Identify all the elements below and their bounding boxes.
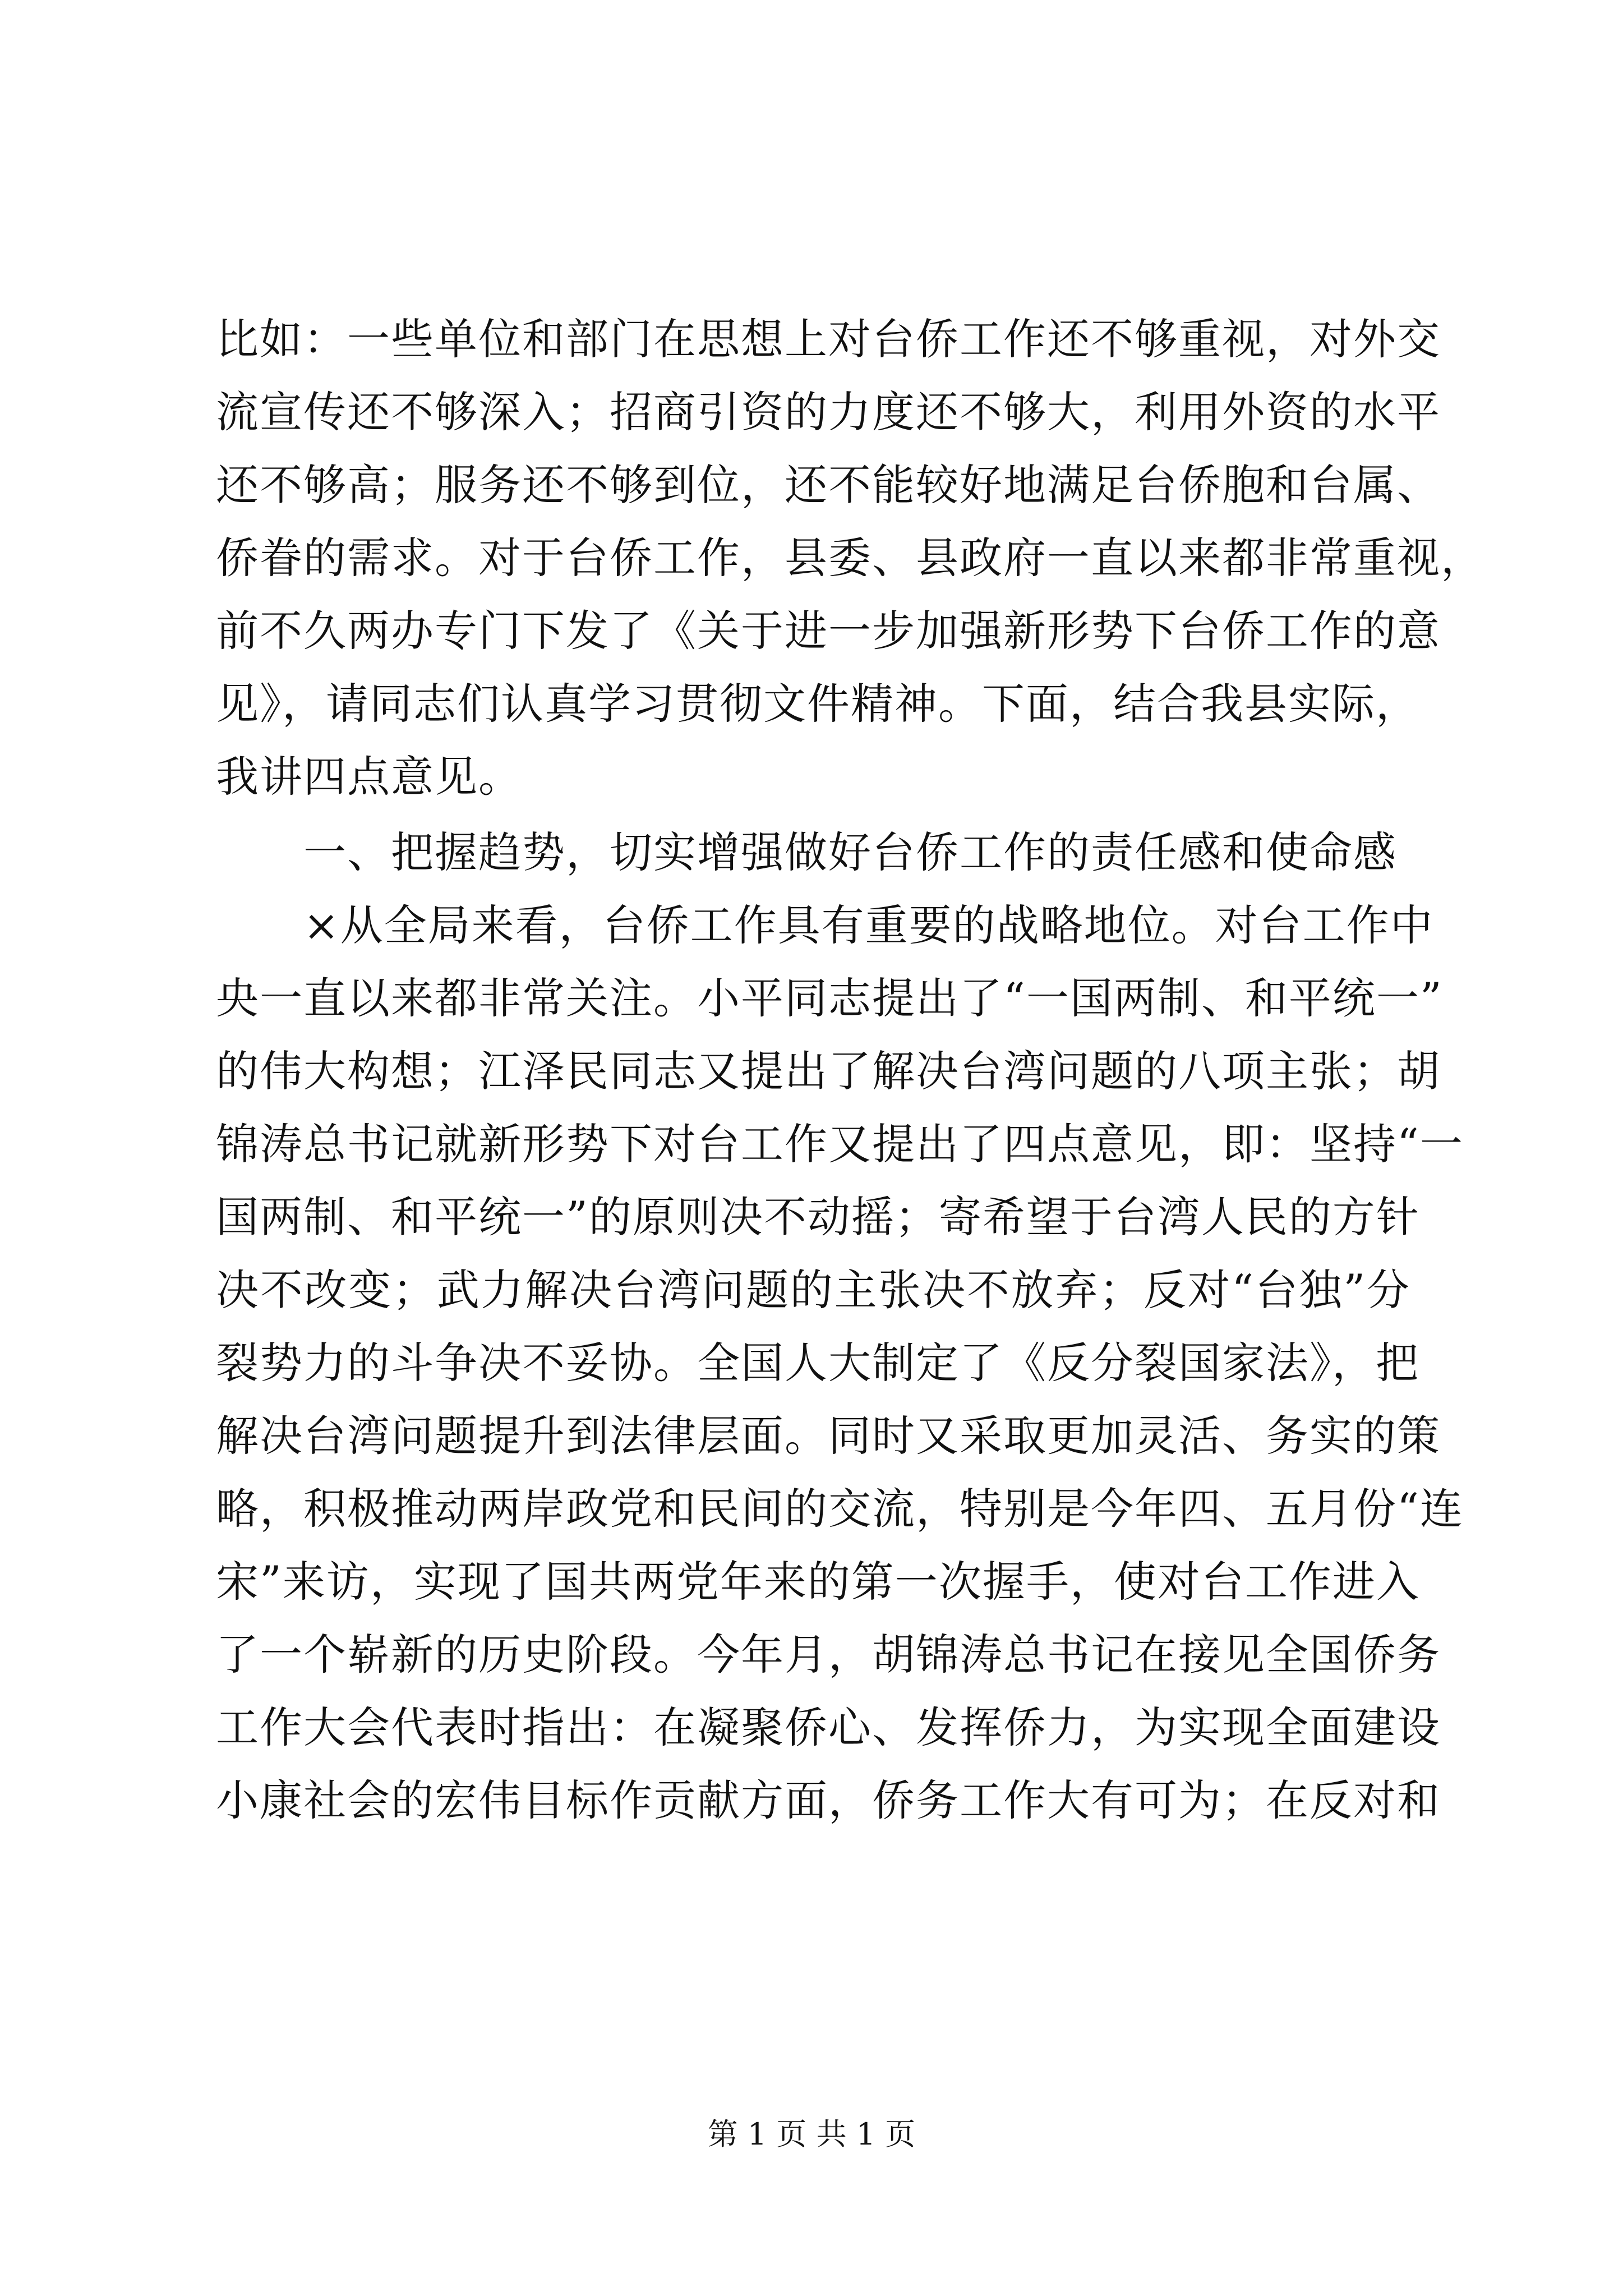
- text-line: 了一个崭新的历史阶段。今年月，胡锦涛总书记在接见全国侨务: [216, 1630, 1441, 1680]
- text-line: 还不够高；服务还不够到位，还不能较好地满足台侨胞和台属、: [216, 460, 1441, 510]
- text-line: 工作大会代表时指出：在凝聚侨心、发挥侨力，为实现全面建设: [216, 1703, 1441, 1752]
- page-footer: 第 1 页 共 1 页: [707, 2116, 916, 2152]
- text-line: 小康社会的宏伟目标作贡献方面，侨务工作大有可为；在反对和: [216, 1775, 1441, 1825]
- text-line: 的伟大构想；江泽民同志又提出了解决台湾问题的八项主张；胡: [216, 1046, 1441, 1096]
- text-line: ×从全局来看，台侨工作具有重要的战略地位。对台工作中: [216, 900, 1434, 950]
- text-line: 宋”来访，实现了国共两党年来的第一次握手，使对台工作进入: [216, 1557, 1420, 1607]
- text-line: 解决台湾问题提升到法律层面。同时又采取更加灵活、务实的策: [216, 1411, 1441, 1461]
- text-line: 央一直以来都非常关注。小平同志提出了“一国两制、和平统一”: [216, 973, 1443, 1023]
- text-line: 决不改变；武力解决台湾问题的主张决不放弃；反对“台独”分: [216, 1265, 1410, 1315]
- text-line: 比如：一些单位和部门在思想上对台侨工作还不够重视，对外交: [216, 314, 1441, 364]
- text-line: 流宣传还不够深入；招商引资的力度还不够大，利用外资的水平: [216, 387, 1441, 437]
- section-heading: 一、把握趋势，切实增强做好台侨工作的责任感和使命感: [216, 827, 1397, 877]
- text-line: 国两制、和平统一”的原则决不动摇；寄希望于台湾人民的方针: [216, 1192, 1420, 1242]
- text-line: 我讲四点意见。: [216, 752, 522, 802]
- text-line: 侨眷的需求。对于台侨工作，县委、县政府一直以来都非常重视，: [216, 533, 1484, 583]
- text-line: 见》，请同志们认真学习贯彻文件精神。下面，结合我县实际，: [216, 679, 1419, 729]
- text-line: 前不久两办专门下发了《关于进一步加强新形势下台侨工作的意: [216, 606, 1441, 656]
- text-line: 裂势力的斗争决不妥协。全国人大制定了《反分裂国家法》，把: [216, 1338, 1419, 1388]
- text-line: 略，积极推动两岸政党和民间的交流，特别是今年四、五月份“连: [216, 1484, 1464, 1534]
- text-line: 锦涛总书记就新形势下对台工作又提出了四点意见，即：坚持“一: [216, 1119, 1464, 1169]
